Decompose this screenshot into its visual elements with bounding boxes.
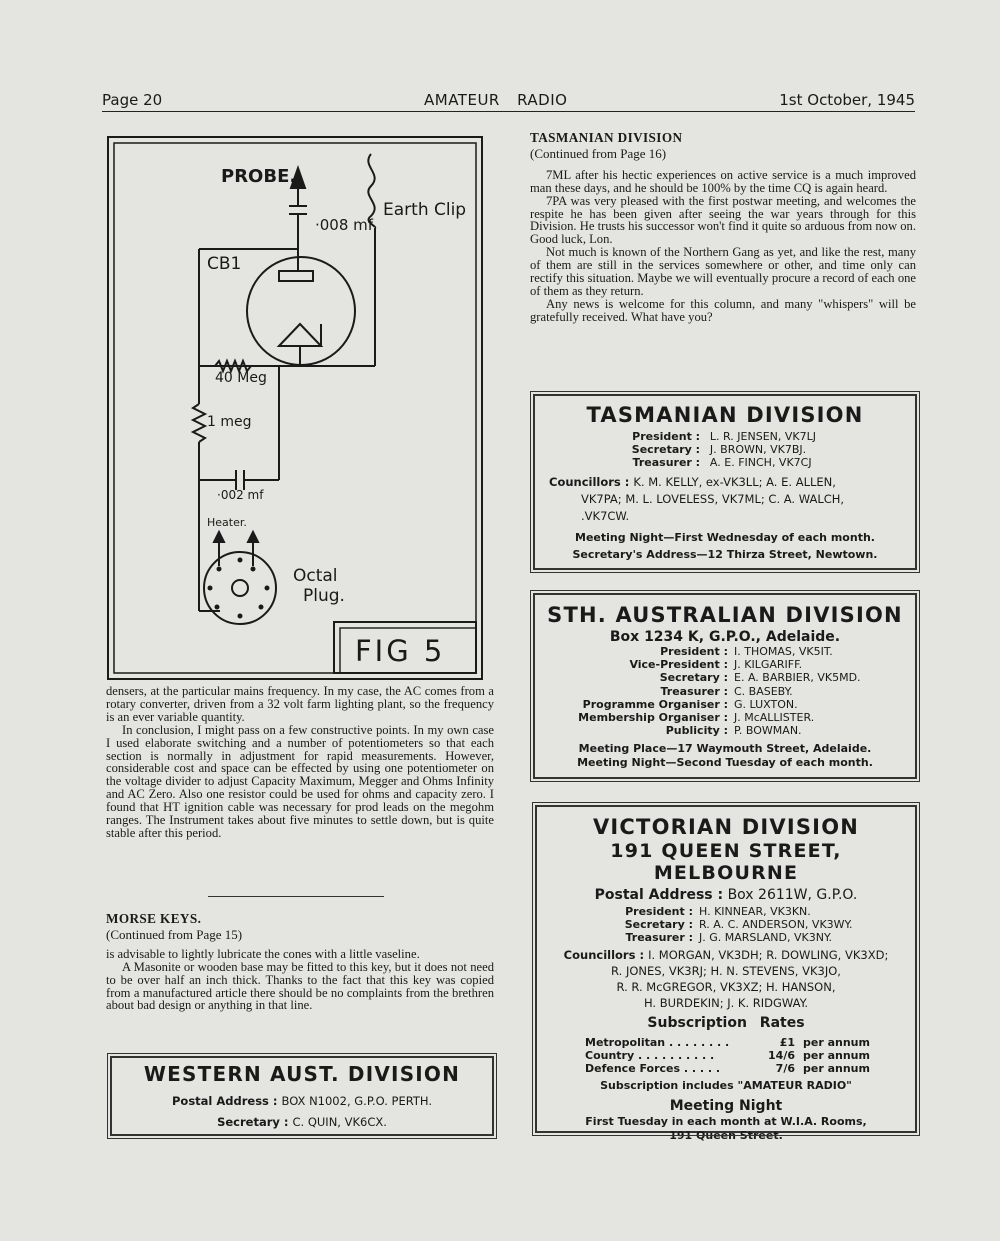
officer-name: J. KILGARIFF. bbox=[734, 658, 803, 672]
section-heading: TASMANIAN DIVISION bbox=[530, 130, 683, 145]
page-number: Page 20 bbox=[102, 91, 163, 109]
subscription-row bbox=[537, 1049, 915, 1062]
resistor-label-40meg: 40 Meg bbox=[215, 370, 267, 386]
probe-label: PROBE. bbox=[221, 166, 297, 187]
paragraph: is advisable to lightly lubricate the cones with a little vaseline. bbox=[106, 946, 420, 961]
officer-row bbox=[535, 724, 915, 737]
subscription-amount: £1 bbox=[779, 1035, 795, 1049]
meeting-line: 191 Queen Street. bbox=[669, 1128, 783, 1142]
officer-role: Publicity : bbox=[665, 724, 728, 738]
field-label: Secretary : bbox=[217, 1115, 289, 1130]
officer-role: Programme Organiser : bbox=[582, 697, 728, 711]
paragraph: 7ML after his hectic experiences on active service is a much improved man these days, and he should be 100% by the time CQ is again heard. bbox=[530, 167, 916, 195]
secretary-address: Secretary's Address—12 Thirza Street, Newtown. bbox=[572, 547, 878, 561]
subscription-heading: Subscription Rates bbox=[647, 1014, 805, 1031]
tasmanian-notes bbox=[530, 132, 916, 324]
paragraph: A Masonite or wooden base may be fitted to this key, but it does not need to be over half an inch thick. Thanks to the fact that this key was copied from a manufactured article there should be no complaints from the brethren about bad design or anything in that line. bbox=[106, 959, 494, 1013]
subscription-period: per annum bbox=[803, 1035, 870, 1049]
western-division-box bbox=[110, 1056, 494, 1136]
officer-name: R. A. C. ANDERSON, VK3WY. bbox=[699, 918, 853, 932]
officer-role: Secretary : bbox=[659, 671, 728, 685]
header-rule bbox=[102, 111, 915, 112]
officer-role: Membership Organiser : bbox=[578, 711, 728, 725]
continued-note: (Continued from Page 15) bbox=[106, 926, 243, 942]
subscription-type: Country . . . . . . . . . . bbox=[585, 1048, 715, 1062]
officer-row bbox=[537, 905, 915, 918]
victorian-division-box: VICTORIAN DIVISION 191 QUEEN STREET, MELBOURNE Postal Address : Box 2611W, G.P.O. President : H. KINNEAR, VK3KN. Secretary : R. A. C. ANDERSON, VK3WY. Treasurer : J. G. MARSLAND, VK3NY. Councillors : I. MORGAN, VK3DH; R. DOWLING, VK3XD; R. JONES, VK3RJ; H. N. STEVENS, VK3JO, R. R. McGREGOR, VK3XZ; H. HANSON, H. BURDEKIN; J. K. RIDGWAY. Subscription Rates Metropolitan . . . . . . . . £1 per annum Country . . . . . . . . . . 14/6 per annum Defence Forces . . . . . 7/6 per annum Subscription includes "AMATEUR RADIO" Meeting Night First Tuesday in each month at W.I.A. Rooms, 191 Queen Street. bbox=[535, 805, 917, 1133]
officer-role: Treasurer : bbox=[625, 931, 693, 945]
circuit-diagram-figure bbox=[107, 136, 483, 680]
subscription-type: Defence Forces . . . . . bbox=[585, 1062, 721, 1076]
octal-label-1: Octal bbox=[293, 566, 338, 586]
officer-row bbox=[535, 658, 915, 671]
subscription-type: Metropolitan . . . . . . . . bbox=[585, 1035, 730, 1049]
valve-label: CB1 bbox=[207, 254, 242, 274]
box-title: TASMANIAN DIVISION bbox=[586, 403, 864, 427]
officer-name: C. BASEBY. bbox=[734, 684, 793, 698]
continued-note: (Continued from Page 16) bbox=[530, 145, 667, 161]
field-label: Postal Address : bbox=[172, 1094, 278, 1108]
box-street: 191 QUEEN STREET, MELBOURNE bbox=[610, 840, 842, 884]
valve-cathode bbox=[279, 324, 321, 346]
officer-row bbox=[535, 711, 915, 724]
postal-address: BOX N1002, G.P.O. PERTH. bbox=[281, 1094, 432, 1108]
valve-anode bbox=[279, 271, 313, 281]
officer-name: G. LUXTON. bbox=[734, 697, 798, 711]
paragraph: 7PA was very pleased with the first postwar meeting, and welcomes the respite he has been given after seeing the war years through for this Division. He trusts his successor won't find it quite so arduous from now on. Good luck, Lon. bbox=[530, 193, 916, 247]
meeting-heading: Meeting Night bbox=[669, 1098, 783, 1115]
magazine-title: AMATEUR RADIO bbox=[424, 91, 568, 109]
subscription-amount: 7/6 bbox=[775, 1062, 795, 1076]
officer-list bbox=[537, 905, 915, 945]
meeting-night: Meeting Night—First Wednesday of each month. bbox=[575, 530, 875, 544]
secretary-value: C. QUIN, VK6CX. bbox=[292, 1115, 387, 1130]
meeting-line: First Tuesday in each month at W.I.A. Rooms, bbox=[585, 1115, 867, 1129]
officer-name: P. BOWMAN. bbox=[734, 724, 802, 738]
sth-australian-division-box bbox=[533, 593, 917, 779]
box-address: Box 1234 K, G.P.O., Adelaide. bbox=[609, 629, 841, 645]
issue-date: 1st October, 1945 bbox=[779, 91, 915, 109]
tasmanian-division-box: TASMANIAN DIVISION President : L. R. JENSEN, VK7LJ Secretary : J. BROWN, VK7BJ. Treasurer : A. E. FINCH, VK7CJ Councillors : K. M. KELLY, ex-VK3LL; A. E. ALLEN, VK7PA; M. L. LOVELESS, VK7ML; C. A. WALCH, .VK7CW. Meeting Night—First Wednesday of each month. Secretary's Address—12 Thirza Street, Newtown. bbox=[533, 394, 917, 570]
officer-row bbox=[535, 685, 915, 698]
officer-role: Secretary : bbox=[624, 918, 693, 932]
morse-keys-section bbox=[106, 913, 494, 1012]
heater-label: Heater. bbox=[207, 516, 247, 529]
officer-role: President : bbox=[625, 905, 693, 918]
officer-role: Vice-President : bbox=[629, 658, 728, 672]
officer-row bbox=[535, 645, 915, 658]
subscription-period: per annum bbox=[803, 1048, 870, 1062]
officer-role: President : bbox=[660, 645, 728, 658]
officer-name: E. A. BARBIER, VK5MD. bbox=[734, 671, 861, 685]
section-divider bbox=[208, 896, 384, 897]
octal-label-2: Plug. bbox=[303, 586, 345, 606]
earth-clip-label: Earth Clip bbox=[383, 200, 467, 220]
postal-address: Box 2611W, G.P.O. bbox=[727, 887, 858, 903]
officer-name: J. McALLISTER. bbox=[734, 711, 815, 725]
capacitor-label-002: ·002 mf bbox=[217, 488, 264, 502]
officer-name: J. G. MARSLAND, VK3NY. bbox=[699, 931, 832, 945]
officer-list bbox=[535, 645, 915, 737]
subscription-list bbox=[537, 1036, 915, 1076]
box-title: WESTERN AUST. DIVISION bbox=[143, 1062, 461, 1086]
capacitor-label-008: ·008 mf bbox=[315, 216, 374, 234]
officer-name: H. KINNEAR, VK3KN. bbox=[699, 905, 811, 918]
paragraph: In conclusion, I might pass on a few constructive points. In my own case I used elaborate switching and a number of potentiometers so that each section is normally in adjustment for rapid measurements. However, considerable cost and space can be effected by using one potentiometer on the voltage divider to adjust Capacity Maximum, Megger and Ohms Infinity and AC Zero. Also one resistor could be used for ohms and capacity zero. I found that HT ignition cable was necessary for prod leads on the megohm ranges. The Instrument takes about five minutes to settle down, but is quite stable after this period. bbox=[106, 722, 494, 840]
section-heading: MORSE KEYS. bbox=[106, 911, 202, 926]
meeting-place: Meeting Place—17 Waymouth Street, Adelaide. bbox=[578, 742, 872, 756]
left-article-text bbox=[106, 685, 494, 840]
officer-row bbox=[535, 698, 915, 711]
subscription-row bbox=[537, 1062, 915, 1075]
officer-row bbox=[535, 671, 915, 684]
resistor-label-1meg: 1 meg bbox=[207, 414, 252, 430]
subscription-amount: 14/6 bbox=[768, 1048, 795, 1062]
meeting-night: Meeting Night—Second Tuesday of each month. bbox=[577, 755, 873, 769]
officer-row bbox=[537, 931, 915, 944]
figure-inner-border bbox=[114, 143, 476, 673]
page-header bbox=[102, 88, 915, 112]
box-title: VICTORIAN DIVISION bbox=[592, 815, 860, 839]
subscription-note: Subscription includes "AMATEUR RADIO" bbox=[600, 1079, 852, 1093]
paragraph: Any news is welcome for this column, and many "whispers" will be gratefully received. What have you? bbox=[530, 296, 916, 324]
figure-caption: FIG 5 bbox=[355, 634, 446, 668]
subscription-row bbox=[537, 1036, 915, 1049]
box-title: STH. AUSTRALIAN DIVISION bbox=[547, 603, 903, 627]
paragraph: densers, at the particular mains frequency. In my case, the AC comes from a rotary converter, driven from a 32 volt farm lighting plant, so the frequency is an ever variable quantity. bbox=[106, 684, 494, 724]
subscription-period: per annum bbox=[803, 1062, 870, 1076]
officer-role: Treasurer : bbox=[660, 684, 728, 698]
officer-row bbox=[537, 918, 915, 931]
paragraph: Not much is known of the Northern Gang as yet, and like the rest, many of them are still in the services somewhere or other, and time only can rectify this situation. Maybe we will eventually procure a record of each one of them as they return. bbox=[530, 245, 916, 298]
officer-name: I. THOMAS, VK5IT. bbox=[734, 645, 833, 658]
